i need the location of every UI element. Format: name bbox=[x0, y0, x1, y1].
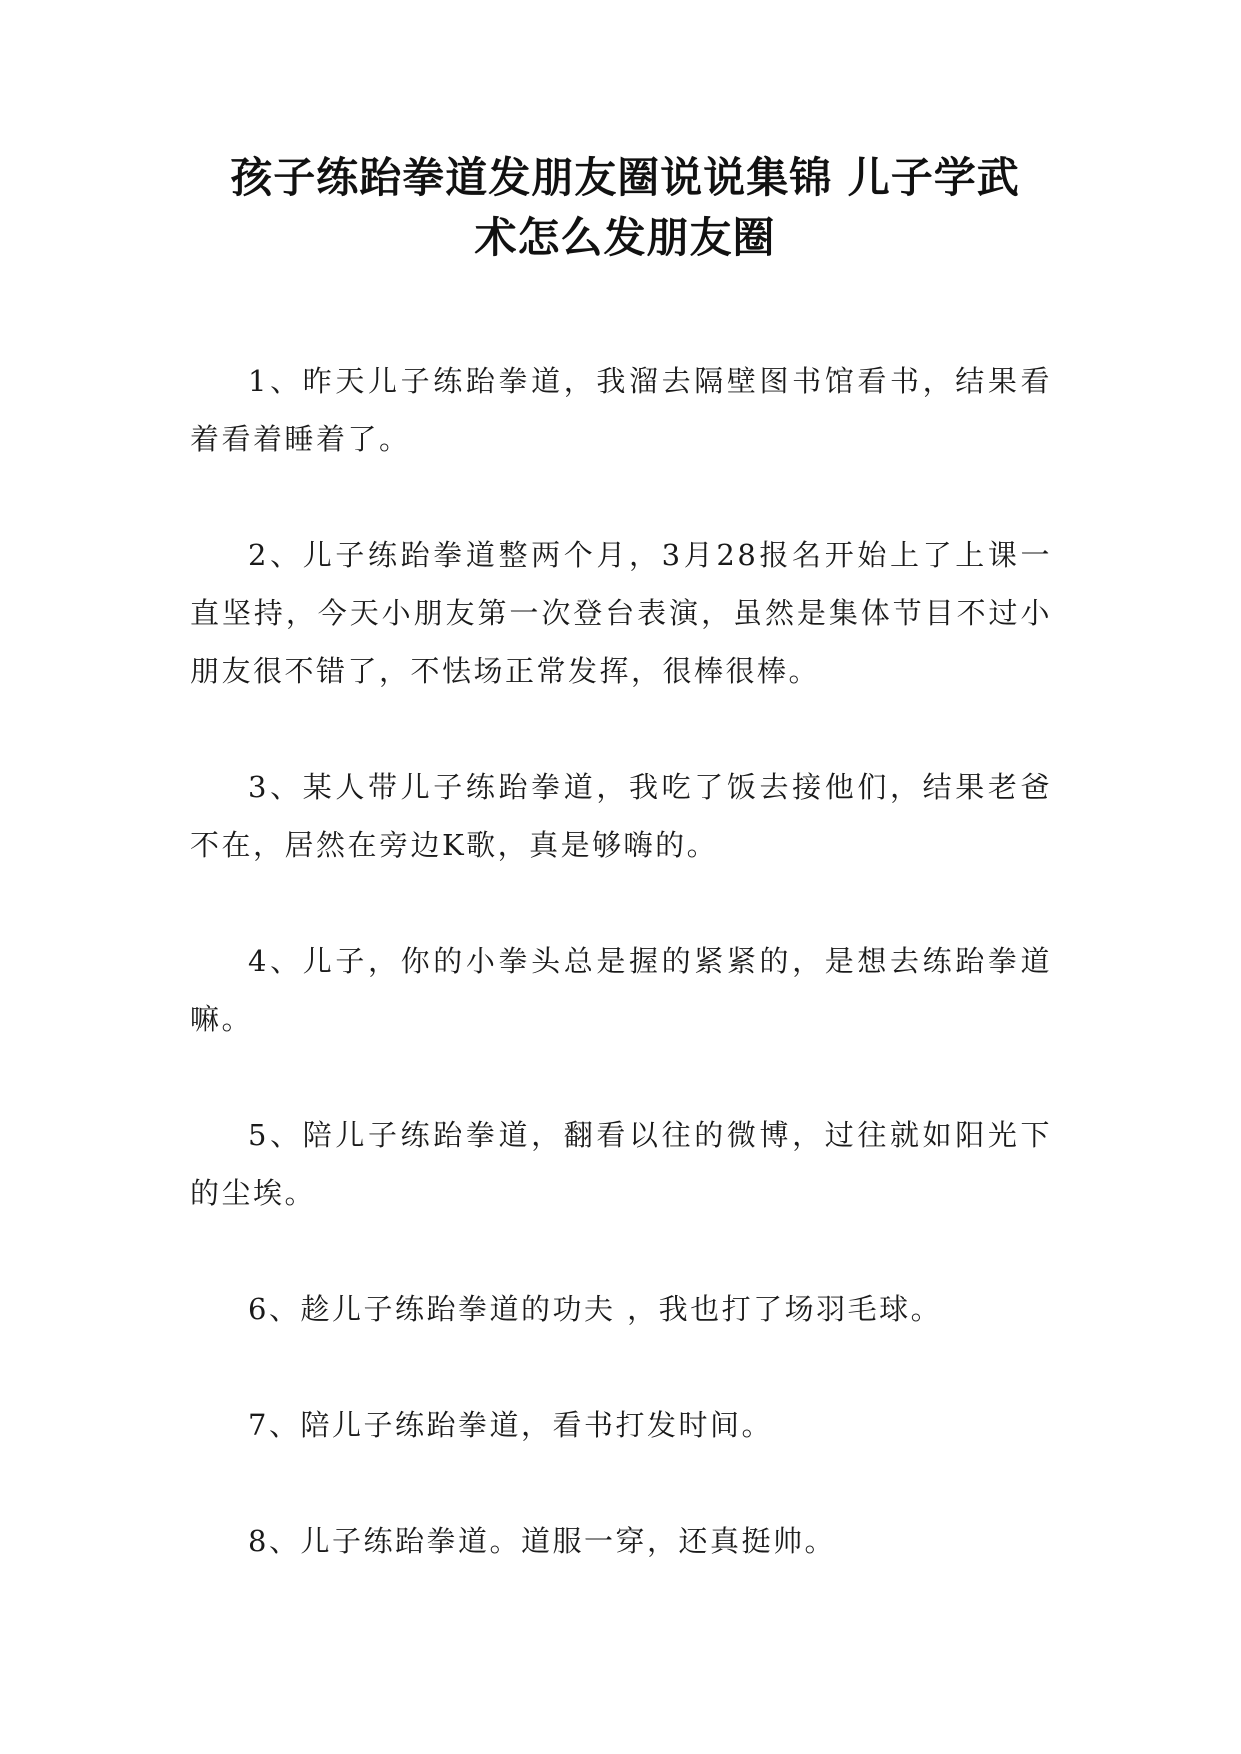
paragraph-6: 6、趁儿子练跆拳道的功夫 ，我也打了场羽毛球。 bbox=[248, 1292, 943, 1326]
title-line-2: 术怎么发朋友圈 bbox=[474, 213, 776, 262]
document-title bbox=[190, 148, 1060, 268]
paragraph-4: 4、儿子，你的小拳头总是握的紧紧的，是想去练跆拳道嘛。 bbox=[190, 944, 1052, 1036]
document-body bbox=[190, 352, 1052, 1628]
paragraph-3: 3、某人带儿子练跆拳道，我吃了饭去接他们，结果老爸不在，居然在旁边K歌，真是够嗨的。 bbox=[190, 770, 1052, 862]
title-line-1: 孩子练跆拳道发朋友圈说说集锦 儿子学武 bbox=[230, 153, 1020, 202]
paragraph-5: 5、陪儿子练跆拳道，翻看以往的微博，过往就如阳光下的尘埃。 bbox=[190, 1118, 1052, 1210]
paragraph-2: 2、儿子练跆拳道整两个月，3月28报名开始上了上课一直坚持，今天小朋友第一次登台表演，虽然是集体节目不过小朋友很不错了，不怯场正常发挥，很棒很棒。 bbox=[190, 538, 1052, 688]
paragraph-1: 1、昨天儿子练跆拳道，我溜去隔壁图书馆看书，结果看着看着睡着了。 bbox=[190, 364, 1052, 456]
paragraph-7: 7、陪儿子练跆拳道，看书打发时间。 bbox=[248, 1408, 773, 1442]
paragraph-8: 8、儿子练跆拳道。道服一穿，还真挺帅。 bbox=[248, 1524, 836, 1558]
